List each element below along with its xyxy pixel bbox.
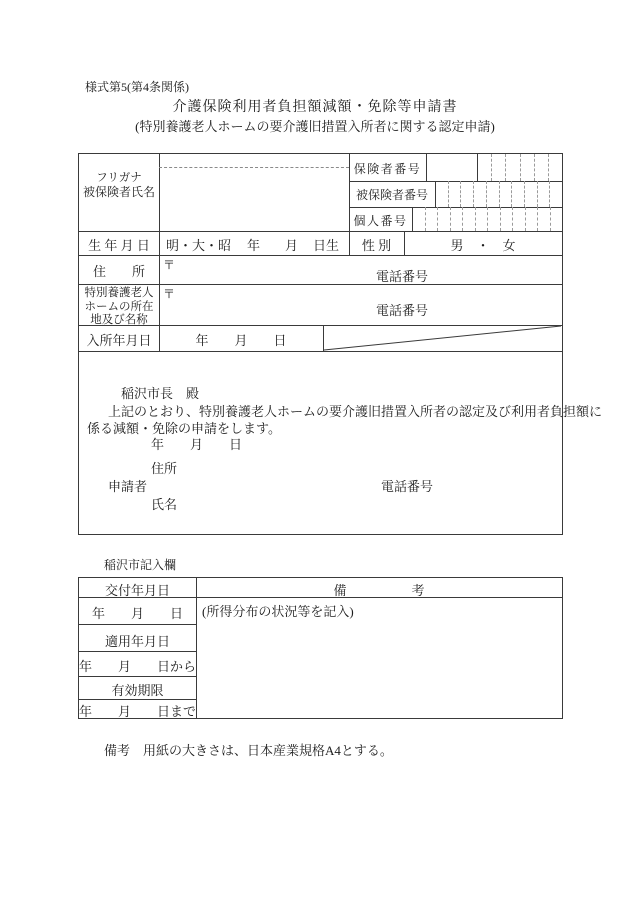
home-phone-label: 電話番号 [376, 303, 429, 318]
digit-cell [524, 181, 537, 207]
digit-cell [537, 207, 550, 231]
page-subtitle: (特別養護老人ホームの要介護旧措置入所者に関する認定申請) [135, 119, 495, 134]
apply-date-value: 年 月 日から [79, 659, 197, 674]
declaration-line1: 上記のとおり、特別養護老人ホームの要介護旧措置入所者の認定及び利用者負担額に [108, 404, 603, 419]
issue-date-label: 交付年月日 [104, 583, 170, 598]
applicant-info-table [78, 153, 603, 535]
digit-cell [505, 154, 519, 181]
digit-cell [475, 207, 488, 231]
grid-line [79, 231, 562, 232]
digit-cell [478, 154, 491, 181]
admission-date-value: 年 月 日 [195, 333, 287, 348]
addressee-line: 稲沢市長 殿 [121, 386, 200, 401]
digit-cell [549, 181, 562, 207]
diagonal-strike [323, 325, 562, 351]
digit-cell [520, 154, 534, 181]
applicant-label: 申請者 [108, 479, 148, 494]
gender-options: 男 ・ 女 [450, 238, 516, 253]
grid-line [159, 154, 160, 351]
furigana-label: フリガナ [96, 172, 142, 184]
grid-line [79, 255, 562, 256]
digit-cell [500, 207, 513, 231]
grid-line [79, 624, 196, 625]
personal-number-cells [412, 207, 562, 231]
digit-cell [460, 181, 473, 207]
valid-period-value: 年 月 日まで [79, 704, 197, 719]
address-label: 住 所 [92, 264, 145, 279]
digit-cell [437, 207, 450, 231]
grid-line [79, 351, 562, 352]
digit-cell [537, 181, 550, 207]
declaration-date-line: 年 月 日 [151, 437, 243, 452]
digit-cell [499, 181, 512, 207]
page-title: 介護保険利用者負担額減額・免除等申請書 [172, 100, 458, 115]
insurer-number-label: 保険者番号 [353, 162, 422, 176]
digit-cell [534, 154, 548, 181]
home-label-line2: ホームの所在 [84, 300, 154, 313]
birthdate-label: 生 年 月 日 [88, 238, 150, 253]
admission-date-label: 入所年月日 [86, 333, 152, 348]
grid-line [196, 578, 197, 718]
valid-period-label: 有効期限 [111, 683, 164, 698]
digit-cell [550, 207, 563, 231]
postal-mark: 〒 [163, 258, 176, 272]
birth-day-suffix: 日生 [313, 238, 340, 253]
insured-number-cells [435, 181, 562, 207]
insured-name-label: 被保険者氏名 [82, 184, 155, 199]
phone-label: 電話番号 [376, 269, 429, 284]
digit-cell [525, 207, 538, 231]
grid-line [79, 651, 196, 652]
digit-cell [473, 181, 486, 207]
applicant-name-label: 氏名 [151, 497, 178, 512]
city-use-table [78, 577, 563, 719]
personal-number-label: 個人番号 [353, 214, 408, 228]
digit-cell [425, 207, 438, 231]
applicant-phone-label: 電話番号 [381, 479, 434, 494]
grid-line [79, 676, 196, 677]
digit-cell [548, 154, 562, 181]
digit-cell [436, 181, 448, 207]
insured-number-label: 被保険者番号 [355, 188, 428, 202]
digit-cell [491, 154, 505, 181]
digit-cell [413, 207, 425, 231]
footer-note: 備考 用紙の大きさは、日本産業規格A4とする。 [104, 743, 393, 758]
remarks-note: (所得分布の状況等を記入) [202, 604, 354, 619]
city-section-title: 稲沢市記入欄 [104, 558, 177, 572]
declaration-line2: 係る減額・免除の申請をします。 [87, 421, 281, 436]
form-number: 様式第5(第4条関係) [85, 80, 189, 94]
birth-year-suffix: 年 [247, 238, 261, 253]
birth-month-suffix: 月 [285, 238, 299, 253]
home-postal-mark: 〒 [163, 287, 176, 301]
digit-cell [448, 181, 461, 207]
digit-cell [487, 207, 500, 231]
insurer-number-cells [477, 154, 562, 181]
digit-cell [462, 207, 475, 231]
digit-cell [511, 181, 524, 207]
apply-date-label: 適用年月日 [104, 634, 170, 649]
grid-line [79, 284, 562, 285]
issue-date-value: 年 月 日 [91, 606, 183, 621]
grid-line [426, 154, 427, 181]
furigana-separator-line [159, 167, 349, 168]
remarks-header: 備 考 [333, 583, 425, 598]
digit-cell [512, 207, 525, 231]
digit-cell [486, 181, 499, 207]
grid-line [79, 699, 196, 700]
gender-label: 性 別 [361, 238, 392, 253]
birth-era-options: 明・大・昭 [166, 238, 232, 253]
home-label-line1: 特別養護老人 [84, 287, 154, 299]
digit-cell [450, 207, 463, 231]
home-label-line3: 地及び名称 [90, 314, 148, 326]
applicant-address-label: 住所 [151, 461, 178, 476]
